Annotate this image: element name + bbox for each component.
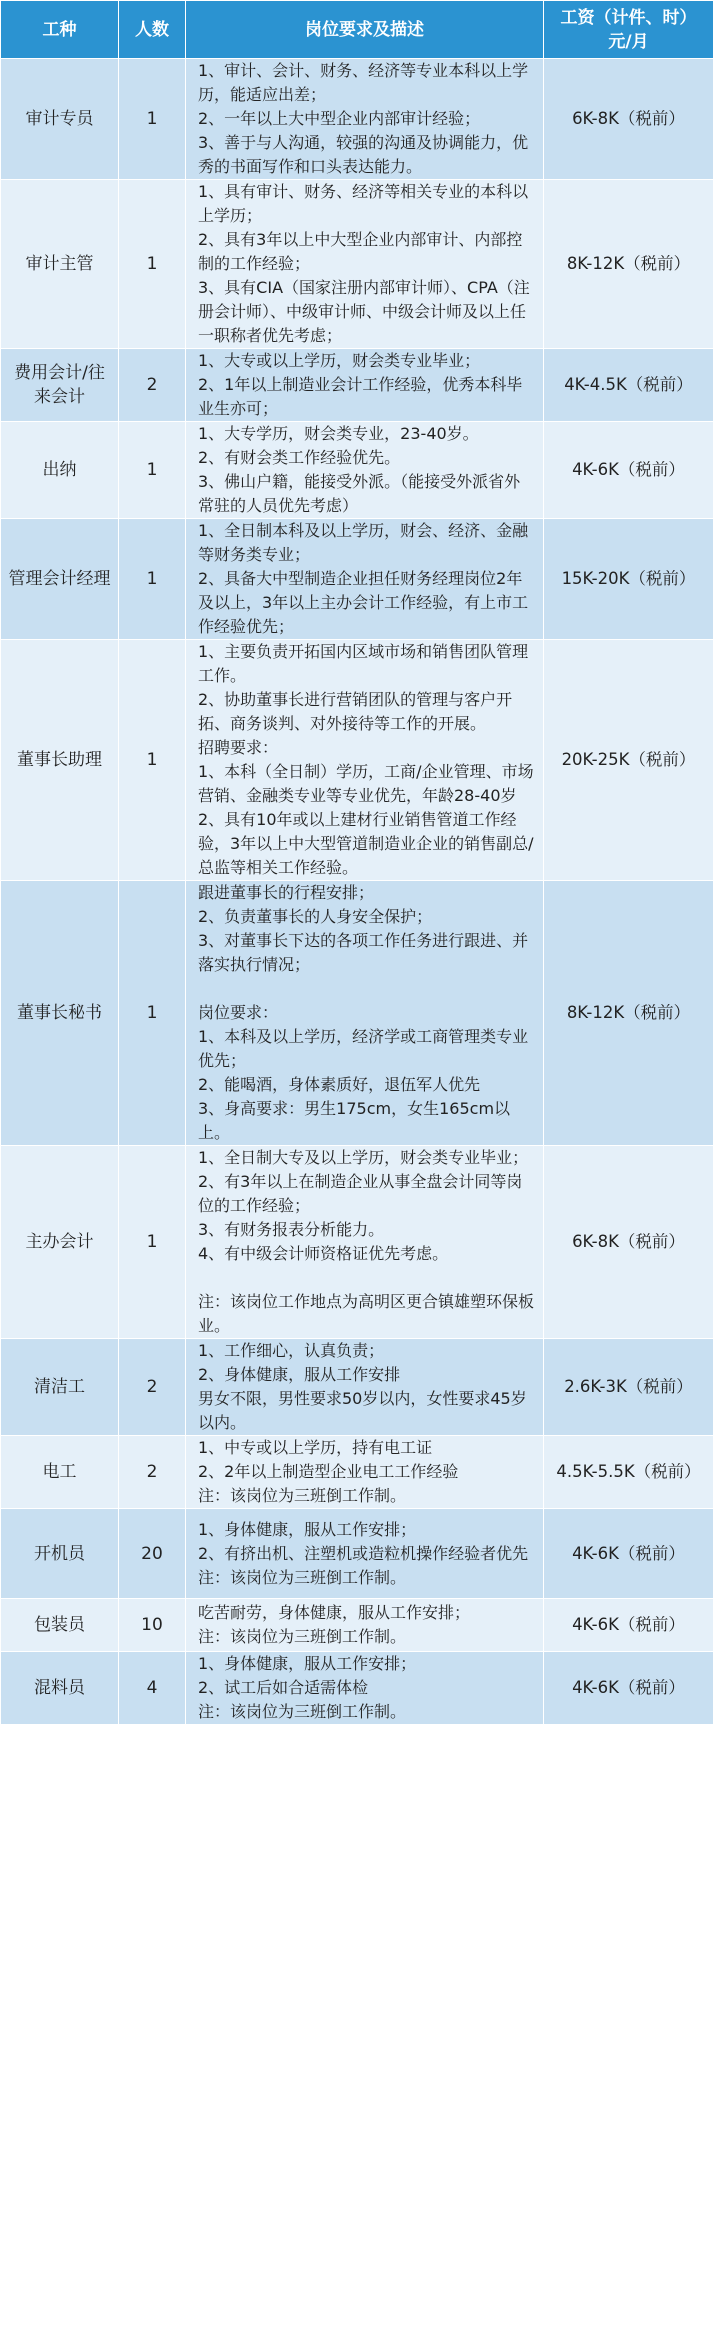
requirement-line: 2、具备大中型制造企业担任财务经理岗位2年及以上，3年以上主办会计工作经验，有上市工作经验优先； (198, 569, 529, 636)
requirement-line: 2、有挤出机、注塑机或造粒机操作经验者优先 (198, 1543, 529, 1563)
job-title-cell: 包装员 (1, 1599, 119, 1652)
salary-cell: 4K-4.5K（税前） (544, 349, 713, 422)
job-title-cell: 开机员 (1, 1509, 119, 1599)
job-title-cell: 董事长秘书 (1, 881, 119, 1146)
requirement-line: 2、有3年以上在制造企业从事全盘会计同等岗位的工作经验； (198, 1172, 523, 1215)
requirement-line: 3、对董事长下达的各项工作任务进行跟进、并落实执行情况； (198, 931, 529, 974)
headcount-cell: 2 (119, 1436, 186, 1509)
requirements-cell (186, 180, 544, 349)
table-row (1, 180, 713, 349)
table-row (1, 640, 713, 881)
requirement-line: 1、主要负责开拓国内区域市场和销售团队管理工作。 (198, 642, 529, 685)
headcount-cell: 2 (119, 349, 186, 422)
header-count: 人数 (119, 1, 186, 59)
table-row (1, 1652, 713, 1725)
requirement-line: 吃苦耐劳，身体健康，服从工作安排； (198, 1603, 471, 1622)
requirement-line: 2、一年以上大中型企业内部审计经验； (198, 109, 481, 128)
requirement-line: 岗位要求： (198, 1003, 279, 1022)
salary-cell: 4K-6K（税前） (544, 1509, 713, 1599)
requirement-line: 2、试工后如合适需体检 (198, 1678, 369, 1697)
requirement-line: 注：该岗位为三班倒工作制。 (198, 1627, 407, 1646)
salary-cell: 4K-6K（税前） (544, 1652, 713, 1725)
requirement-line: 1、中专或以上学历，持有电工证 (198, 1438, 433, 1457)
salary-cell: 4K-6K（税前） (544, 422, 713, 519)
requirement-line: 3、有财务报表分析能力。 (198, 1220, 385, 1239)
table-row (1, 519, 713, 640)
salary-cell: 8K-12K（税前） (544, 180, 713, 349)
headcount-cell: 1 (119, 422, 186, 519)
salary-cell: 15K-20K（税前） (544, 519, 713, 640)
requirements-cell (186, 349, 544, 422)
requirement-line: 注：该岗位为三班倒工作制。 (198, 1702, 407, 1721)
requirement-line: 1、全日制大专及以上学历，财会类专业毕业； (198, 1148, 529, 1167)
requirement-line: 1、本科及以上学历，经济学或工商管理类专业优先； (198, 1027, 529, 1070)
headcount-cell: 1 (119, 180, 186, 349)
salary-cell: 4K-6K（税前） (544, 1599, 713, 1652)
headcount-cell: 1 (119, 881, 186, 1146)
job-title-cell: 管理会计经理 (1, 519, 119, 640)
job-title-cell: 清洁工 (1, 1339, 119, 1436)
table-row (1, 349, 713, 422)
table-header-row (1, 1, 713, 59)
job-title-cell: 审计专员 (1, 59, 119, 180)
salary-cell: 6K-8K（税前） (544, 1146, 713, 1339)
requirements-cell (186, 59, 544, 180)
salary-cell: 4.5K-5.5K（税前） (544, 1436, 713, 1509)
table-row (1, 1509, 713, 1599)
requirements-cell (186, 640, 544, 881)
requirement-line: 1、本科（全日制）学历，工商/企业管理、市场营销、金融类专业等专业优先，年龄28-40岁 (198, 762, 534, 805)
header-job-type: 工种 (1, 1, 119, 59)
requirement-line: 注：该岗位为三班倒工作制。 (198, 1567, 407, 1587)
requirement-line: 1、大专学历，财会类专业，23-40岁。 (198, 424, 479, 443)
requirement-line: 3、具有CIA（国家注册内部审计师）、CPA（注册会计师）、中级审计师、中级会计师及以上任一职称者优先考虑； (198, 278, 530, 345)
salary-cell: 6K-8K（税前） (544, 59, 713, 180)
job-title-cell: 主办会计 (1, 1146, 119, 1339)
salary-cell: 8K-12K（税前） (544, 881, 713, 1146)
header-requirements: 岗位要求及描述 (186, 1, 544, 59)
headcount-cell: 1 (119, 640, 186, 881)
requirement-line (198, 1266, 535, 1290)
table-row (1, 1436, 713, 1509)
requirements-cell (186, 1436, 544, 1509)
header-salary-line1: 工资（计件、时） (560, 7, 697, 28)
requirements-cell (186, 1146, 544, 1339)
requirement-line: 3、佛山户籍，能接受外派。（能接受外派省外常驻的人员优先考虑） (198, 472, 521, 515)
table-row (1, 1339, 713, 1436)
headcount-cell: 1 (119, 519, 186, 640)
requirement-line: 1、大专或以上学历，财会类专业毕业； (198, 351, 481, 370)
requirement-line: 2、具有10年或以上建材行业销售管道工作经验，3年以上中大型管道制造业企业的销售副总/总监等相关工作经验。 (198, 810, 534, 877)
job-title-cell: 出纳 (1, 422, 119, 519)
requirement-line: 2、身体健康，服从工作安排 (198, 1365, 401, 1384)
requirement-line: 2、有财会类工作经验优先。 (198, 448, 401, 467)
requirement-line: 跟进董事长的行程安排； (198, 883, 375, 902)
requirement-line: 2、具有3年以上中大型企业内部审计、内部控制的工作经验； (198, 230, 523, 273)
requirement-line: 招聘要求： (198, 738, 279, 757)
headcount-cell: 1 (119, 1146, 186, 1339)
table-row (1, 881, 713, 1146)
requirement-line: 男女不限，男性要求50岁以内，女性要求45岁以内。 (198, 1389, 527, 1432)
requirements-cell (186, 422, 544, 519)
headcount-cell: 4 (119, 1652, 186, 1725)
headcount-cell: 20 (119, 1509, 186, 1599)
requirement-line: 3、身高要求：男生175cm，女生165cm以上。 (198, 1099, 511, 1142)
header-salary (544, 1, 713, 59)
table-row (1, 59, 713, 180)
requirement-line: 2、1年以上制造业会计工作经验，优秀本科毕业生亦可； (198, 375, 523, 418)
requirement-line: 1、审计、会计、财务、经济等专业本科以上学历，能适应出差； (198, 61, 529, 104)
requirements-cell (186, 519, 544, 640)
job-title-cell: 费用会计/往来会计 (1, 349, 119, 422)
headcount-cell: 10 (119, 1599, 186, 1652)
requirement-line: 2、能喝酒，身体素质好，退伍军人优先 (198, 1075, 481, 1094)
header-salary-line2: 元/月 (608, 31, 649, 52)
table-row (1, 1599, 713, 1652)
table-row (1, 422, 713, 519)
requirement-line: 2、协助董事长进行营销团队的管理与客户开拓、商务谈判、对外接待等工作的开展。 (198, 690, 513, 733)
requirement-line (198, 977, 535, 1001)
requirement-line: 1、全日制本科及以上学历，财会、经济、金融等财务类专业； (198, 521, 529, 564)
headcount-cell: 2 (119, 1339, 186, 1436)
requirements-cell (186, 881, 544, 1146)
requirement-line: 1、身体健康，服从工作安排； (198, 1519, 417, 1539)
requirement-line: 2、2年以上制造型企业电工工作经验 (198, 1462, 459, 1481)
requirement-line: 1、工作细心，认真负责； (198, 1341, 385, 1360)
job-title-cell: 电工 (1, 1436, 119, 1509)
requirements-cell (186, 1599, 544, 1652)
requirement-line: 4、有中级会计师资格证优先考虑。 (198, 1244, 449, 1263)
requirement-line: 1、身体健康，服从工作安排； (198, 1654, 417, 1673)
requirement-line: 注：该岗位工作地点为高明区更合镇雄塑环保板业。 (198, 1292, 535, 1335)
requirement-line: 2、负责董事长的人身安全保护； (198, 907, 433, 926)
requirements-cell (186, 1509, 544, 1599)
salary-cell: 20K-25K（税前） (544, 640, 713, 881)
salary-cell: 2.6K-3K（税前） (544, 1339, 713, 1436)
job-title-cell: 混料员 (1, 1652, 119, 1725)
job-title-cell: 董事长助理 (1, 640, 119, 881)
requirement-line: 3、善于与人沟通，较强的沟通及协调能力，优秀的书面写作和口头表达能力。 (198, 133, 529, 176)
headcount-cell: 1 (119, 59, 186, 180)
requirements-cell (186, 1652, 544, 1725)
requirement-line: 注：该岗位为三班倒工作制。 (198, 1486, 407, 1505)
job-title-cell: 审计主管 (1, 180, 119, 349)
table-row (1, 1146, 713, 1339)
requirement-line: 1、具有审计、财务、经济等相关专业的本科以上学历； (198, 182, 529, 225)
requirements-cell (186, 1339, 544, 1436)
